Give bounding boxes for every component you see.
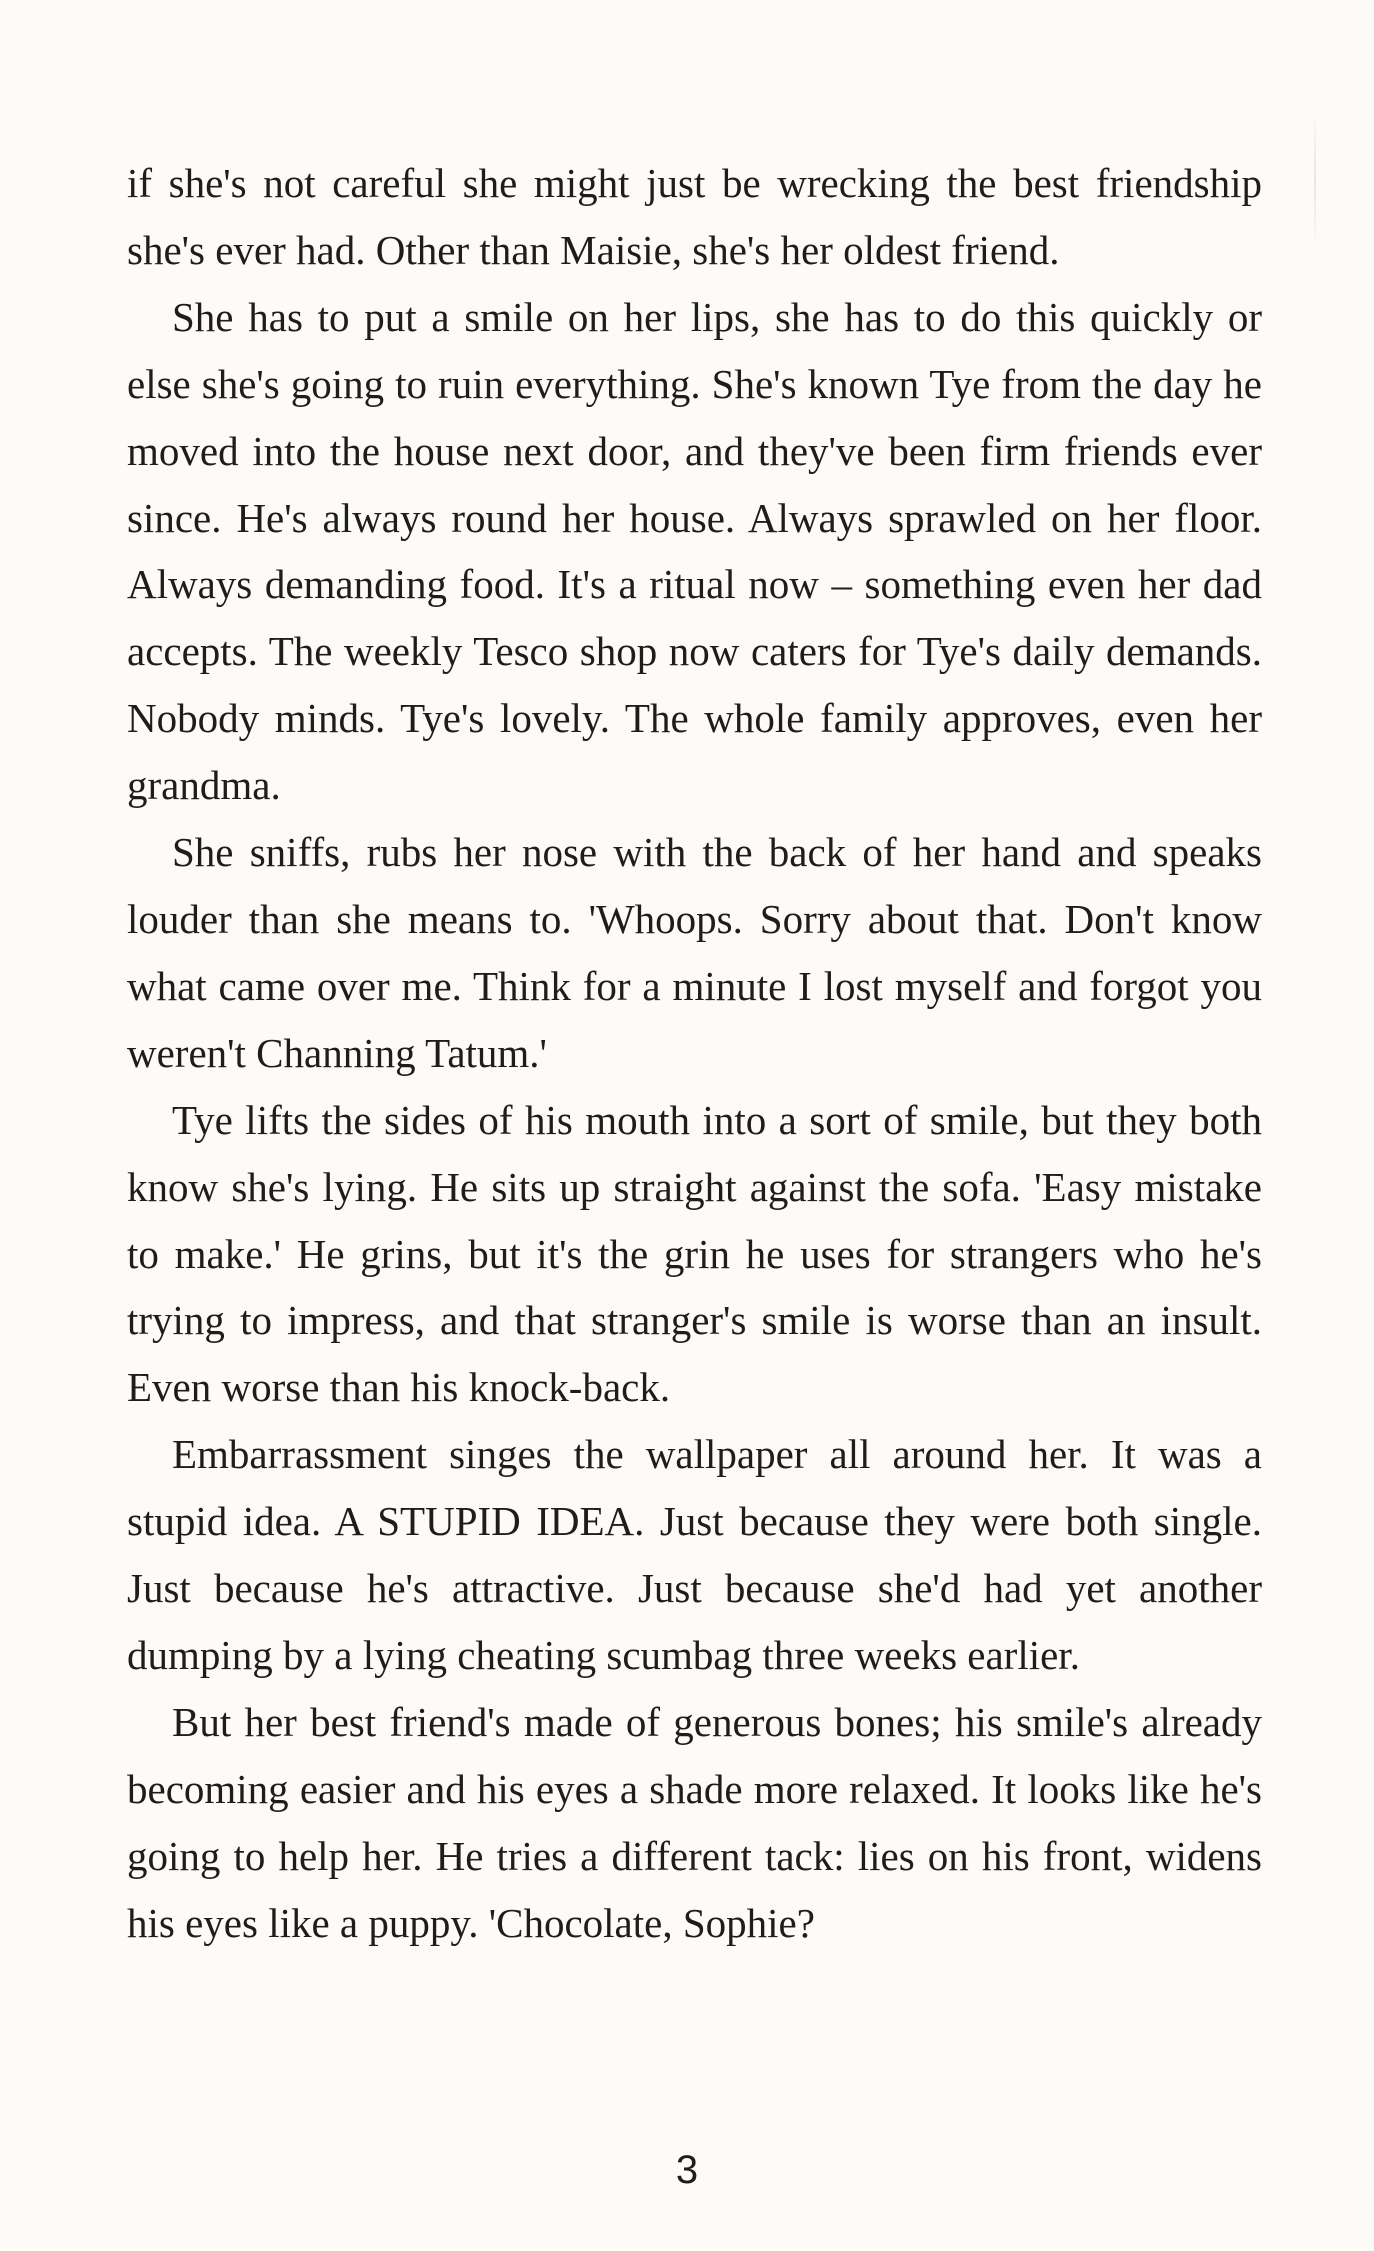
paragraph: She has to put a smile on her lips, she has to do this quickly or else she's going to ruin everything. She's known Tye from the day he moved into the house next door, and they've been firm friends ever since. He's always round her house. Always sprawled on her floor. Always demanding food. It's a ritual now – something even her dad accepts. The weekly Tesco shop now caters for Tye's daily demands. Nobody minds. Tye's lovely. The whole family approves, even her grandma.: [127, 293, 1262, 809]
body-text: [127, 150, 1262, 1956]
paragraph: But her best friend's made of generous bones; his smile's already becoming easier and his eyes a shade more relaxed. It looks like he's going to help her. He tries a different tack: lies on his front, widens his eyes like a puppy. 'Chocolate, Sophie?: [127, 1698, 1262, 1946]
scan-edge-shadow: [1314, 110, 1316, 250]
paragraph: Tye lifts the sides of his mouth into a sort of smile, but they both know she's lying. He sits up straight against the sofa. 'Easy mistake to make.' He grins, but it's the grin he uses for strangers who he's trying to impress, and that stranger's smile is worse than an insult. Even worse than his knock-back.: [127, 1096, 1262, 1411]
paragraph: Embarrassment singes the wallpaper all around her. It was a stupid idea. A STUPID IDEA. Just because they were both single. Just because he's attractive. Just because she'd had yet another dumping by a lying cheating scumbag three weeks earlier.: [127, 1431, 1262, 1678]
page-number: 3: [675, 2148, 699, 2192]
paragraph: She sniffs, rubs her nose with the back of her hand and speaks louder than she means to. 'Whoops. Sorry about that. Don't know what came over me. Think for a minute I lost myself and forgot you weren't Channing Tatum.': [127, 829, 1262, 1076]
paragraph-continued: if she's not careful she might just be wrecking the best friendship she's ever had. Other than Maisie, she's her oldest friend.: [127, 160, 1262, 273]
